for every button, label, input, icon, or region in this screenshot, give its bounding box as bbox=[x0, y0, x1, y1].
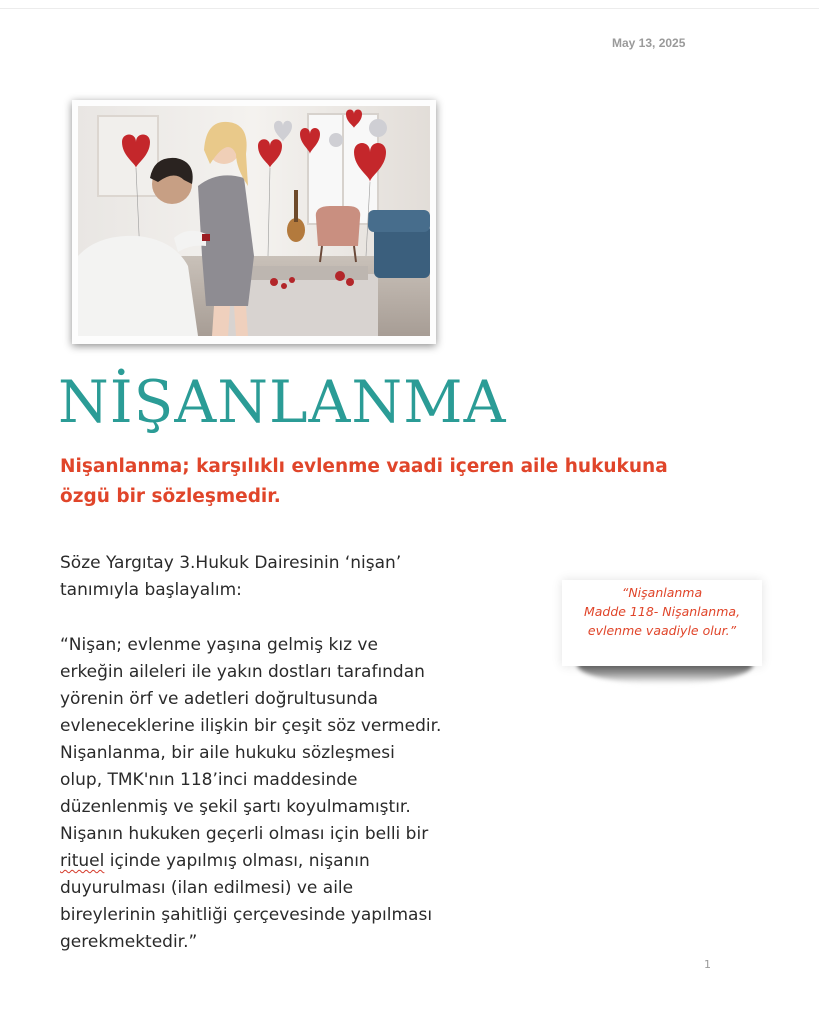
body-line: olup, TMK'nın 118’inci maddesinde bbox=[60, 770, 358, 790]
side-note bbox=[562, 580, 762, 666]
body-line bbox=[60, 848, 510, 875]
intro-line: tanımıyla başlayalım: bbox=[60, 580, 242, 600]
page-top-border bbox=[0, 8, 819, 9]
body-line: duyurulması (ilan edilmesi) ve aile bbox=[60, 878, 354, 898]
body-line: bireylerinin şahitliği çerçevesinde yapılması bbox=[60, 905, 433, 925]
proposal-photo-illustration bbox=[78, 106, 430, 336]
body-line: gerekmektedir.” bbox=[60, 932, 198, 952]
body-line: evleneceklerine ilişkin bir çeşit söz vermedir. bbox=[60, 716, 442, 736]
side-note-text bbox=[562, 580, 762, 640]
misspelled-word[interactable]: rituel bbox=[60, 851, 105, 871]
quote-paragraph bbox=[60, 632, 510, 956]
body-line: “Nişan; evlenme yaşına gelmiş kız ve bbox=[60, 635, 378, 655]
body-line: yörenin örf ve adetleri doğrultusunda bbox=[60, 689, 379, 709]
body-line: Nişanın hukuken geçerli olması için belli bir bbox=[60, 824, 429, 844]
document-title: NİŞANLANMA bbox=[58, 368, 507, 436]
intro-line: Söze Yargıtay 3.Hukuk Dairesinin ‘nişan’ bbox=[60, 553, 402, 573]
intro-paragraph bbox=[60, 550, 500, 604]
body-line: erkeğin aileleri ile yakın dostları tarafından bbox=[60, 662, 425, 682]
proposal-photo bbox=[72, 100, 436, 344]
body-line-rest: içinde yapılmış olması, nişanın bbox=[109, 851, 370, 871]
side-note-line: evlenme vaadiyle olur.” bbox=[587, 623, 737, 638]
side-note-line: Madde 118- Nişanlanma, bbox=[583, 604, 741, 619]
side-note-line: “Nişanlanma bbox=[621, 585, 703, 600]
body-line: düzenlenmiş ve şekil şartı koyulmamıştır. bbox=[60, 797, 411, 817]
page-number: 1 bbox=[704, 958, 711, 971]
document-subtitle: Nişanlanma; karşılıklı evlenme vaadi içeren aile hukukuna özgü bir sözleşmedir. bbox=[60, 456, 668, 507]
document-date: May 13, 2025 bbox=[612, 36, 686, 50]
body-line: Nişanlanma, bir aile hukuku sözleşmesi bbox=[60, 743, 395, 763]
